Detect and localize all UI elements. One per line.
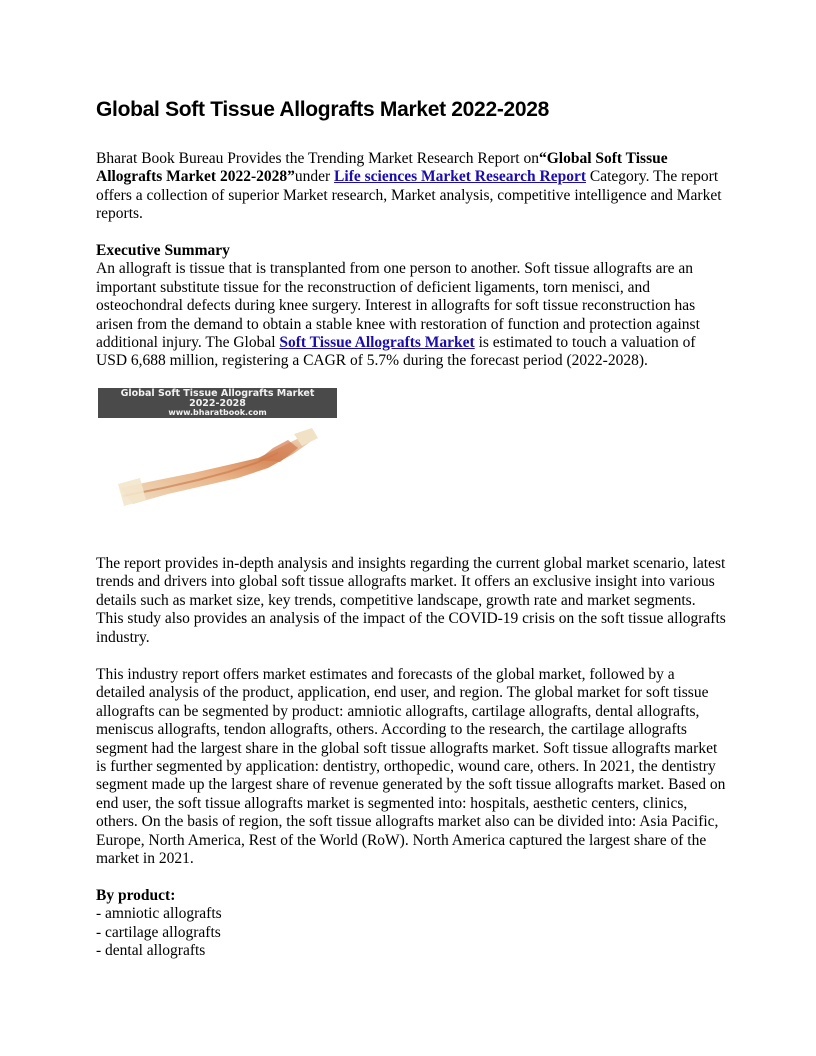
soft-tissue-allografts-market-link[interactable]: Soft Tissue Allografts Market	[279, 334, 475, 352]
page-title: Global Soft Tissue Allografts Market 2022-2028	[96, 98, 550, 121]
figure-title-line-2: 2022-2028	[189, 398, 246, 409]
life-sciences-report-link[interactable]: Life sciences Market Research Report	[334, 168, 586, 186]
report-cover-image	[98, 388, 337, 517]
by-product-section	[96, 887, 726, 961]
by-product-heading: By product:	[96, 887, 176, 904]
allograft-tissue-photo	[98, 418, 337, 517]
by-product-list	[96, 905, 726, 960]
executive-summary-section	[96, 242, 726, 371]
list-item: - cartilage allografts	[96, 923, 221, 941]
figure-url: www.bharatbook.com	[168, 408, 267, 417]
list-item: - dental allografts	[96, 942, 206, 960]
intro-under-text: under	[294, 168, 335, 186]
segmentation-text: This industry report offers market estimates and forecasts of the global market, followed by a detailed analysis of the product, application, end user, and region. The global market for soft tissue allografts can be segmented by product: amniotic allografts, cartilage allografts, dental allografts, meniscus allografts, tendon allografts, others. According to the research, the cartilage allografts segment had the largest share in the global soft tissue allografts market. Soft tissue allografts market is further segmented by application: dentistry, orthopedic, wound care, others. In 2021, the dentistry segment made up the largest share of revenue generated by the soft tissue allografts market. Based on end user, the soft tissue allografts market is segmented into: hospitals, aesthetic centers, clinics, others. On the basis of region, the soft tissue allografts market also can be divided into: Asia Pacific, Europe, North America, Rest of the World (RoW). North America captured the largest share of the market in 2021.	[96, 666, 726, 868]
executive-summary-text: An allograft is tissue that is transplanted from one person to another. Soft tissue allografts are an important substitute tissue for the reconstruction of deficient ligaments, torn menisci, and osteochondral defects during knee surgery. Interest in allografts for soft tissue reconstruction has arisen from the demand to obtain a stable knee with restoration of function and protection against additional injury. The Global	[96, 260, 700, 352]
figure-title-line-1: Global Soft Tissue Allografts Market	[120, 388, 315, 399]
report-name: “Global Soft Tissue Allografts Market 2022-2028”	[96, 150, 668, 186]
segmentation-paragraph	[96, 666, 726, 868]
figure-title	[98, 389, 337, 409]
intro-paragraph	[96, 150, 726, 224]
report-overview-paragraph	[96, 555, 726, 647]
intro-post-text: Category. The report offers a collection of superior Market research, Market analysis, competitive intelligence and Market reports.	[96, 168, 722, 223]
executive-summary-heading: Executive Summary	[96, 242, 230, 259]
report-overview-text: The report provides in-depth analysis and insights regarding the current global market scenario, latest trends and drivers into global soft tissue allografts market. It offers an exclusive insight into various details such as market size, key trends, competitive landscape, growth rate and market segments. This study also provides an analysis of the impact of the COVID-19 crisis on the soft tissue allografts industry.	[96, 555, 726, 646]
executive-summary-post-text: is estimated to touch a valuation of USD 6,688 million, registering a CAGR of 5.7% during the forecast period (2022-2028).	[96, 334, 696, 370]
intro-pre-text: Bharat Book Bureau Provides the Trending Market Research Report on	[96, 150, 539, 167]
list-item: - amniotic allografts	[96, 905, 222, 923]
